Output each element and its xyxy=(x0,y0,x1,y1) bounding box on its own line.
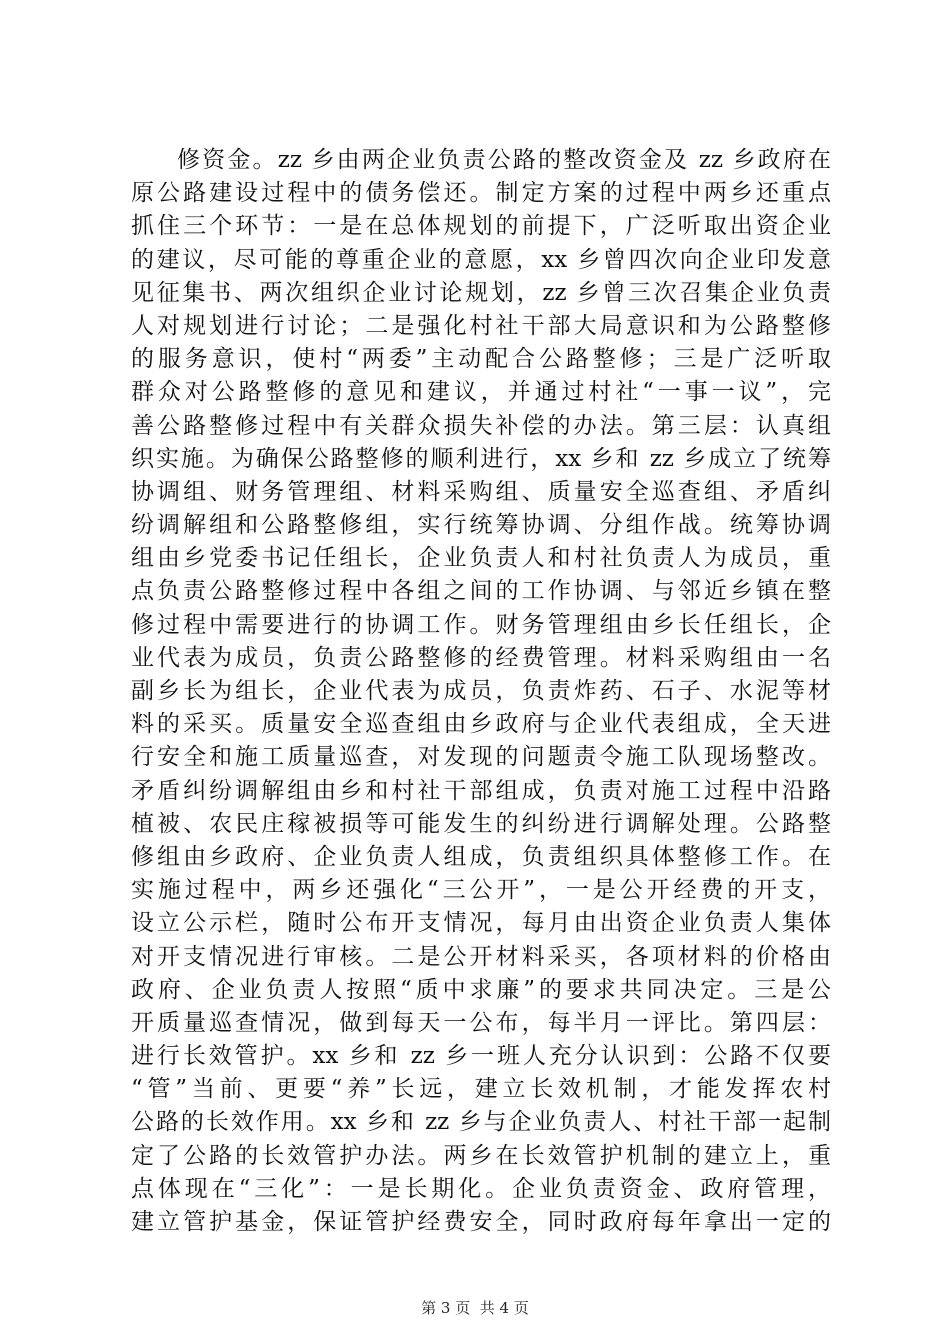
text-line: 点体现在“三化”：一是长期化。企业负责资金、政府管理， xyxy=(131,1175,831,1202)
text-line: 实施过程中，两乡还强化“三公开”，一是公开经费的开支， xyxy=(131,877,831,904)
text-line: 进行长效管护。xx 乡和 zz 乡一班人充分认识到：公路不仅要 xyxy=(131,1043,831,1070)
text-line: 修组由乡政府、企业负责人组成，负责组织具体整修工作。在 xyxy=(131,843,831,870)
text-line: 的建议，尽可能的尊重企业的意愿，xx 乡曾四次向企业印发意 xyxy=(131,246,831,273)
text-line: 料的采买。质量安全巡查组由乡政府与企业代表组成，全天进 xyxy=(131,711,831,738)
text-line: 定了公路的长效管护办法。两乡在长效管护机制的建立上，重 xyxy=(131,1142,831,1169)
text-line: 建立管护基金，保证管护经费安全，同时政府每年拿出一定的 xyxy=(131,1209,831,1235)
text-line: 组由乡党委书记任组长，企业负责人和村社负责人为成员，重 xyxy=(131,545,831,572)
page-number: 第 3 页 共 4 页 xyxy=(421,1299,529,1317)
text-line: 纷调解组和公路整修组，实行统筹协调、分组作战。统筹协调 xyxy=(131,512,831,539)
page-footer xyxy=(0,1298,950,1318)
text-line: 开质量巡查情况，做到每天一公布，每半月一评比。第四层： xyxy=(131,1009,831,1036)
text-line: 植被、农民庄稼被损等可能发生的纠纷进行调解处理。公路整 xyxy=(131,810,831,837)
text-line: 矛盾纠纷调解组由乡和村社干部组成，负责对施工过程中沿路 xyxy=(131,777,831,804)
text-line: 协调组、财务管理组、材料采购组、质量安全巡查组、矛盾纠 xyxy=(131,478,831,505)
text-line: 行安全和施工质量巡查，对发现的问题责令施工队现场整改。 xyxy=(131,744,831,771)
text-line: 修资金。zz 乡由两企业负责公路的整改资金及 zz 乡政府在 xyxy=(177,147,831,173)
text-line: 原公路建设过程中的债务偿还。制定方案的过程中两乡还重点 xyxy=(131,180,831,207)
text-line: 的服务意识，使村“两委”主动配合公路整修；三是广泛听取 xyxy=(131,346,831,373)
text-line: 设立公示栏，随时公布开支情况，每月由出资企业负责人集体 xyxy=(131,910,831,937)
body-paragraph xyxy=(131,144,831,1239)
text-line: 业代表为成员，负责公路整修的经费管理。材料采购组由一名 xyxy=(131,644,831,671)
text-line: “管”当前、更要“养”长远，建立长效机制，才能发挥农村 xyxy=(131,1076,831,1103)
text-line: 抓住三个环节：一是在总体规划的前提下，广泛听取出资企业 xyxy=(131,213,831,240)
text-line: 善公路整修过程中有关群众损失补偿的办法。第三层：认真组 xyxy=(131,412,831,439)
text-line: 群众对公路整修的意见和建议，并通过村社“一事一议”，完 xyxy=(131,379,831,406)
text-line: 副乡长为组长，企业代表为成员，负责炸药、石子、水泥等材 xyxy=(131,678,831,704)
text-line: 公路的长效作用。xx 乡和 zz 乡与企业负责人、村社干部一起制 xyxy=(131,1109,831,1136)
text-line: 修过程中需要进行的协调工作。财务管理组由乡长任组长，企 xyxy=(131,611,831,638)
text-line: 人对规划进行讨论；二是强化村社干部大局意识和为公路整修 xyxy=(131,312,831,339)
text-line: 对开支情况进行审核。二是公开材料采买，各项材料的价格由 xyxy=(131,943,831,970)
text-line: 见征集书、两次组织企业讨论规划，zz 乡曾三次召集企业负责 xyxy=(131,279,831,306)
text-line: 点负责公路整修过程中各组之间的工作协调、与邻近乡镇在整 xyxy=(131,578,831,605)
text-line: 政府、企业负责人按照“质中求廉”的要求共同决定。三是公 xyxy=(131,976,831,1003)
text-line: 织实施。为确保公路整修的顺利进行，xx 乡和 zz 乡成立了统筹 xyxy=(131,445,831,472)
